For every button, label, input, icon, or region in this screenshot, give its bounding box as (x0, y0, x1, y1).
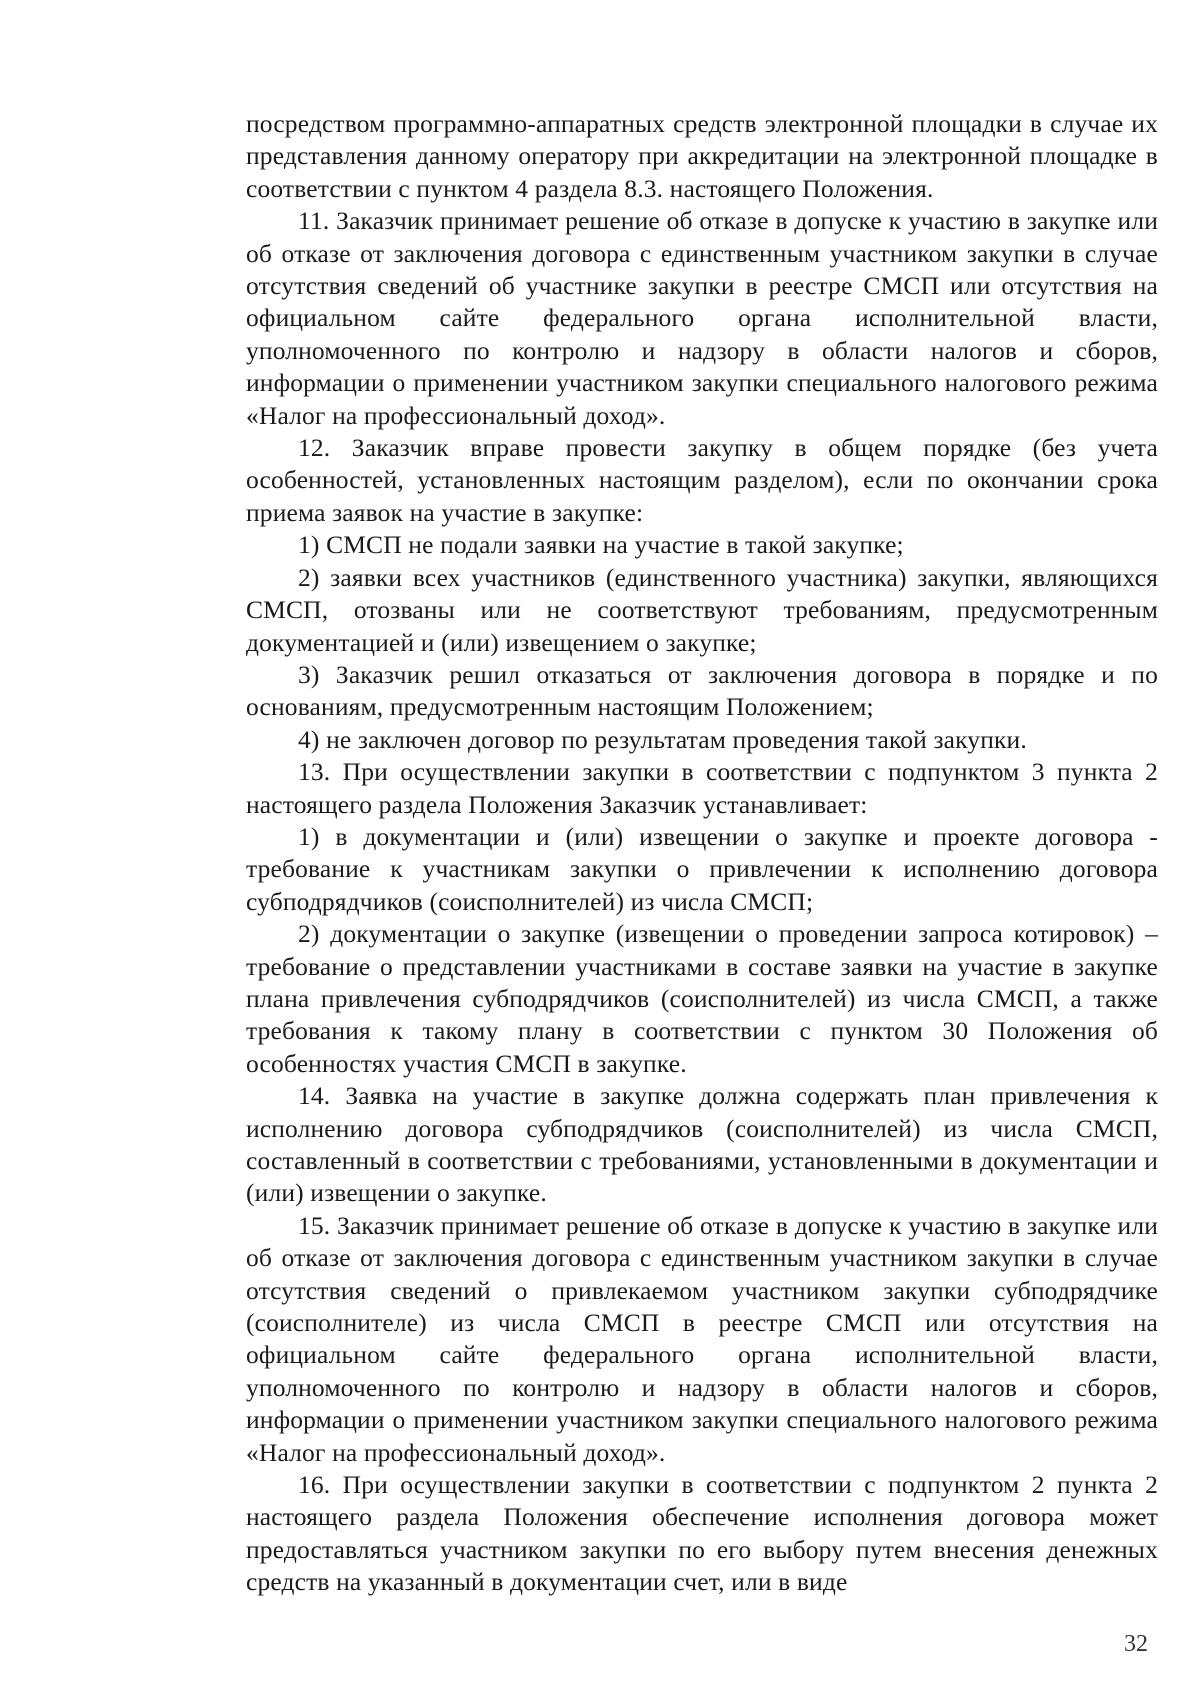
paragraph-13-item-2: 2) документации о закупке (извещении о проведении запроса котировок) – требование о представлении участниками в составе заявки на участие в закупке плана привлечения субподрядчиков (соисполнителей) из числа СМСП, а также требования к такому плану в соответствии с пунктом 30 Положения об особенностях участия СМСП в закупке. (246, 919, 1158, 1078)
paragraph-12-item-4: 4) не заключен договор по результатам проведения такой закупки. (298, 724, 1027, 754)
paragraph-12: 12. Заказчик вправе провести закупку в общем порядке (без учета особенностей, установленных настоящим разделом), если по окончании срока приема заявок на участие в закупке: (246, 433, 1158, 527)
paragraph-14: 14. Заявка на участие в закупке должна содержать план привлечения к исполнению договора субподрядчиков (соисполнителей) из числа СМСП, составленный в соответствии с требованиями, установленными в документации и (или) извещении о закупке. (246, 1081, 1158, 1208)
page-number: 32 (1124, 1631, 1148, 1657)
paragraph-11: 11. Заказчик принимает решение об отказе в допуске к участию в закупке или об отказе от заключения договора с единственным участником закупки в случае отсутствия сведений об участнике закупки в реестре СМСП или отсутствия на официальном сайте федерального органа исполнительной власти, уполномоченного по контролю и надзору в области налогов и сборов, информации о применении участником закупки специального налогового режима «Налог на профессиональный доход». (246, 206, 1158, 430)
paragraph-12-item-2: 2) заявки всех участников (единственного участника) закупки, являющихся СМСП, отозваны или не соответствуют требованиям, предусмотренным документацией и (или) извещением о закупке; (246, 562, 1158, 657)
paragraph-16: 16. При осуществлении закупки в соответствии с подпунктом 2 пункта 2 настоящего раздела Положения обеспечение исполнения договора может предоставляться участником закупки по его выбору путем внесения денежных средств на указанный в документации счет, или в виде (246, 1470, 1158, 1597)
paragraph-12-item-1: 1) СМСП не подали заявки на участие в такой закупке; (298, 530, 904, 560)
paragraph-13: 13. При осуществлении закупки в соответствии с подпунктом 3 пункта 2 настоящего раздела Положения Заказчик устанавливает: (246, 757, 1158, 819)
paragraph-13-item-1: 1) в документации и (или) извещении о закупке и проекте договора - требование к участникам закупки о привлечении к исполнению договора субподрядчиков (соисполнителей) из числа СМСП; (246, 821, 1158, 916)
paragraph-continuation: посредством программно-аппаратных средств электронной площадки в случае их представления данному оператору при аккредитации на электронной площадке в соответствии с пунктом 4 раздела 8.3. настоящего Положения. (246, 109, 1158, 203)
body-text (246, 108, 1158, 1599)
paragraph-15: 15. Заказчик принимает решение об отказе в допуске к участию в закупке или об отказе от заключения договора с единственным участником закупки в случае отсутствия сведений о привлекаемом участником закупки субподрядчике (соисполнителе) из числа СМСП в реестре СМСП или отсутствия на официальном сайте федерального органа исполнительной власти, уполномоченного по контролю и надзору в области налогов и сборов, информации о применении участником закупки специального налогового режима «Налог на профессиональный доход». (246, 1210, 1158, 1467)
paragraph-12-item-3: 3) Заказчик решил отказаться от заключения договора в порядке и по основаниям, предусмотренным настоящим Положением; (246, 659, 1158, 722)
